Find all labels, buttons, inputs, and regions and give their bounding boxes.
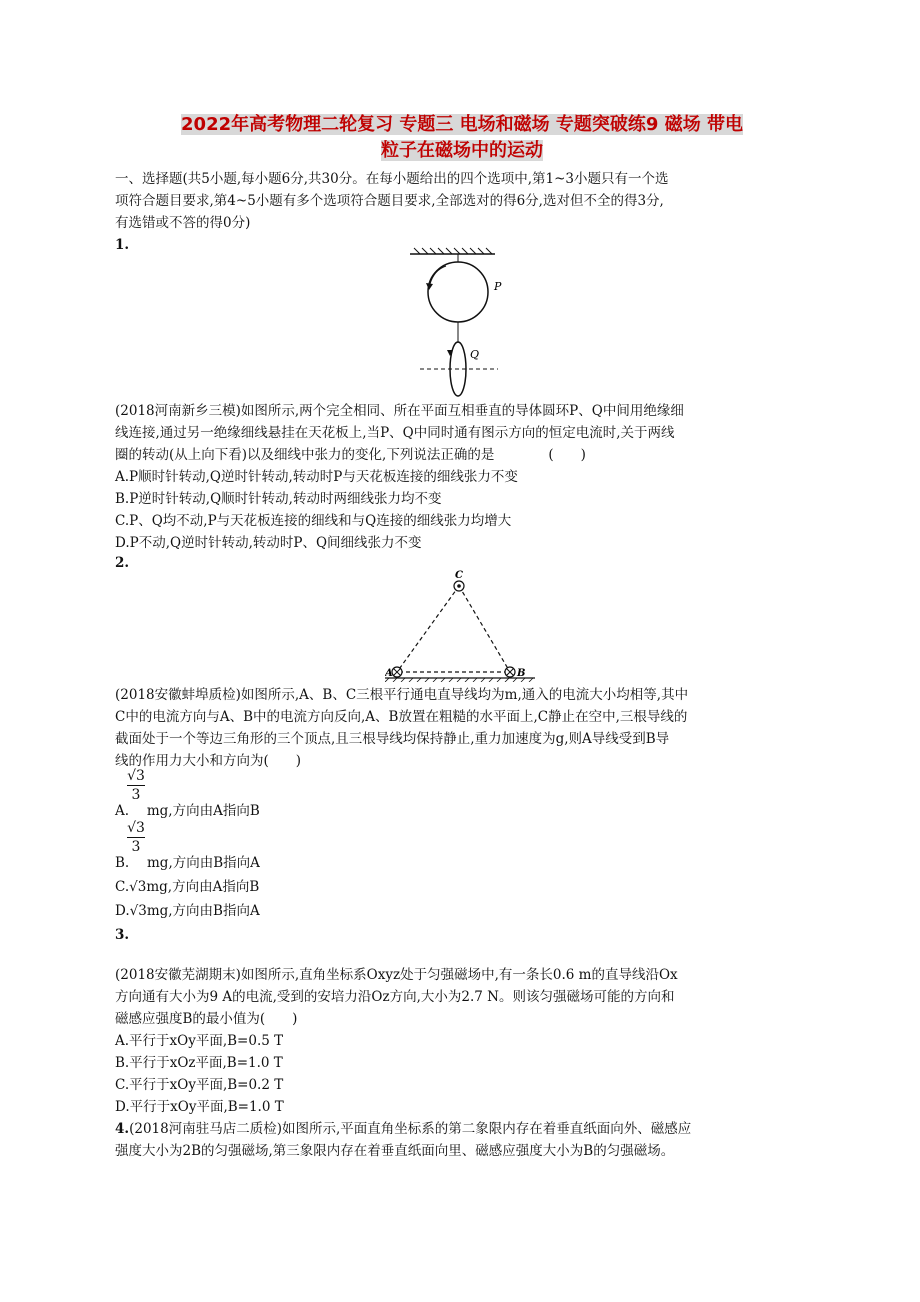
q3-stem-2: 方向通有大小为9 A的电流,受到的安培力沿Oz方向,大小为2.7 N。则该匀强磁场可能的方向和 — [115, 989, 675, 1005]
q2-stem-2: C中的电流方向与A、B中的电流方向反向,A、B放置在粗糙的水平面上,C静止在空中,三根导线的 — [115, 709, 688, 725]
q4-stem-1-text: (2018河南驻马店二质检)如图所示,平面直角坐标系的第二象限内存在着垂直纸面向外、磁感应 — [129, 1121, 692, 1137]
q2-figure — [385, 568, 535, 682]
q1-stem-2: 线连接,通过另一绝缘细线悬挂在天花板上,当P、Q中同时通有图示方向的恒定电流时,关于两线 — [115, 425, 675, 441]
q4-number: 4. — [115, 1121, 130, 1137]
title-line-2: 粒子在磁场中的运动 — [381, 140, 543, 161]
q3-option-a: A.平行于xOy平面,B=0.5 T — [115, 1033, 284, 1049]
q2-stem-3: 截面处于一个等边三角形的三个顶点,且三根导线均保持静止,重力加速度为g,则A导线受到B导 — [115, 731, 670, 747]
title-line-1: 2022年高考物理二轮复习 专题三 电场和磁场 专题突破练9 磁场 带电 — [181, 114, 743, 135]
q1-label-p: P — [494, 280, 502, 293]
q2-stem-1: (2018安徽蚌埠质检)如图所示,A、B、C三根平行通电直导线均为m,通入的电流大小均相等,其中 — [115, 687, 689, 703]
q1-number: 1. — [115, 237, 130, 253]
section-intro-1: 一、选择题(共5小题,每小题6分,共30分。在每小题给出的四个选项中,第1~3小题只有一个选 — [115, 171, 669, 187]
q3-stem-1: (2018安徽芜湖期末)如图所示,直角坐标系Oxyz处于匀强磁场中,有一条长0.6 m的直导线沿Ox — [115, 967, 678, 983]
q2-stem-4: 线的作用力大小和方向为( ) — [115, 753, 302, 769]
q2-option-a: A. mg,方向由A指向B — [115, 803, 260, 819]
q2-option-d: D.√3mg,方向由B指向A — [115, 903, 260, 919]
q2-label-a: A — [385, 668, 393, 679]
q1-option-b: B.P逆时针转动,Q顺时针转动,转动时两细线张力均不变 — [115, 491, 442, 507]
q3-number: 3. — [115, 927, 130, 943]
q2-number: 2. — [115, 555, 130, 571]
q3-option-c: C.平行于xOy平面,B=0.2 T — [115, 1077, 284, 1093]
section-intro-3: 有选错或不答的得0分) — [115, 215, 251, 231]
q1-option-a: A.P顺时针转动,Q逆时针转动,转动时P与天花板连接的细线张力不变 — [115, 469, 518, 485]
document-title — [112, 112, 812, 164]
q1-stem-3: 圈的转动(从上向下看)以及细线中张力的变化,下列说法正确的是 ( ) — [115, 447, 586, 463]
q1-label-q: Q — [470, 348, 480, 361]
q1-figure — [400, 246, 510, 406]
q2-fraction-a-denominator: 3 — [131, 787, 141, 803]
q2-option-b: B. mg,方向由B指向A — [115, 855, 260, 871]
q2-label-c: C — [455, 570, 463, 581]
q2-fraction-a — [127, 768, 145, 803]
q1-option-c: C.P、Q均不动,P与天花板连接的细线和与Q连接的细线张力均增大 — [115, 513, 512, 529]
q3-option-b: B.平行于xOz平面,B=1.0 T — [115, 1055, 283, 1071]
q2-fraction-b-denominator: 3 — [131, 839, 141, 855]
q3-stem-3: 磁感应强度B的最小值为( ) — [115, 1011, 298, 1027]
section-intro-2: 项符合题目要求,第4~5小题有多个选项符合题目要求,全部选对的得6分,选对但不全的得3分, — [115, 193, 664, 209]
q2-fraction-b — [127, 820, 145, 855]
q4-stem-2: 强度大小为2B的匀强磁场,第三象限内存在着垂直纸面向里、磁感应强度大小为B的匀强磁场。 — [115, 1143, 675, 1159]
q4-stem-1 — [115, 1118, 691, 1140]
q1-option-d: D.P不动,Q逆时针转动,转动时P、Q间细线张力不变 — [115, 535, 422, 551]
q2-option-c: C.√3mg,方向由A指向B — [115, 879, 260, 895]
q2-label-b: B — [517, 668, 526, 679]
q2-fraction-b-numerator: √3 — [127, 820, 145, 836]
q3-option-d: D.平行于xOy平面,B=1.0 T — [115, 1099, 284, 1115]
q2-fraction-a-numerator: √3 — [127, 768, 145, 784]
q1-stem-1: (2018河南新乡三模)如图所示,两个完全相同、所在平面互相垂直的导体圆环P、Q中间用绝缘细 — [115, 403, 684, 419]
